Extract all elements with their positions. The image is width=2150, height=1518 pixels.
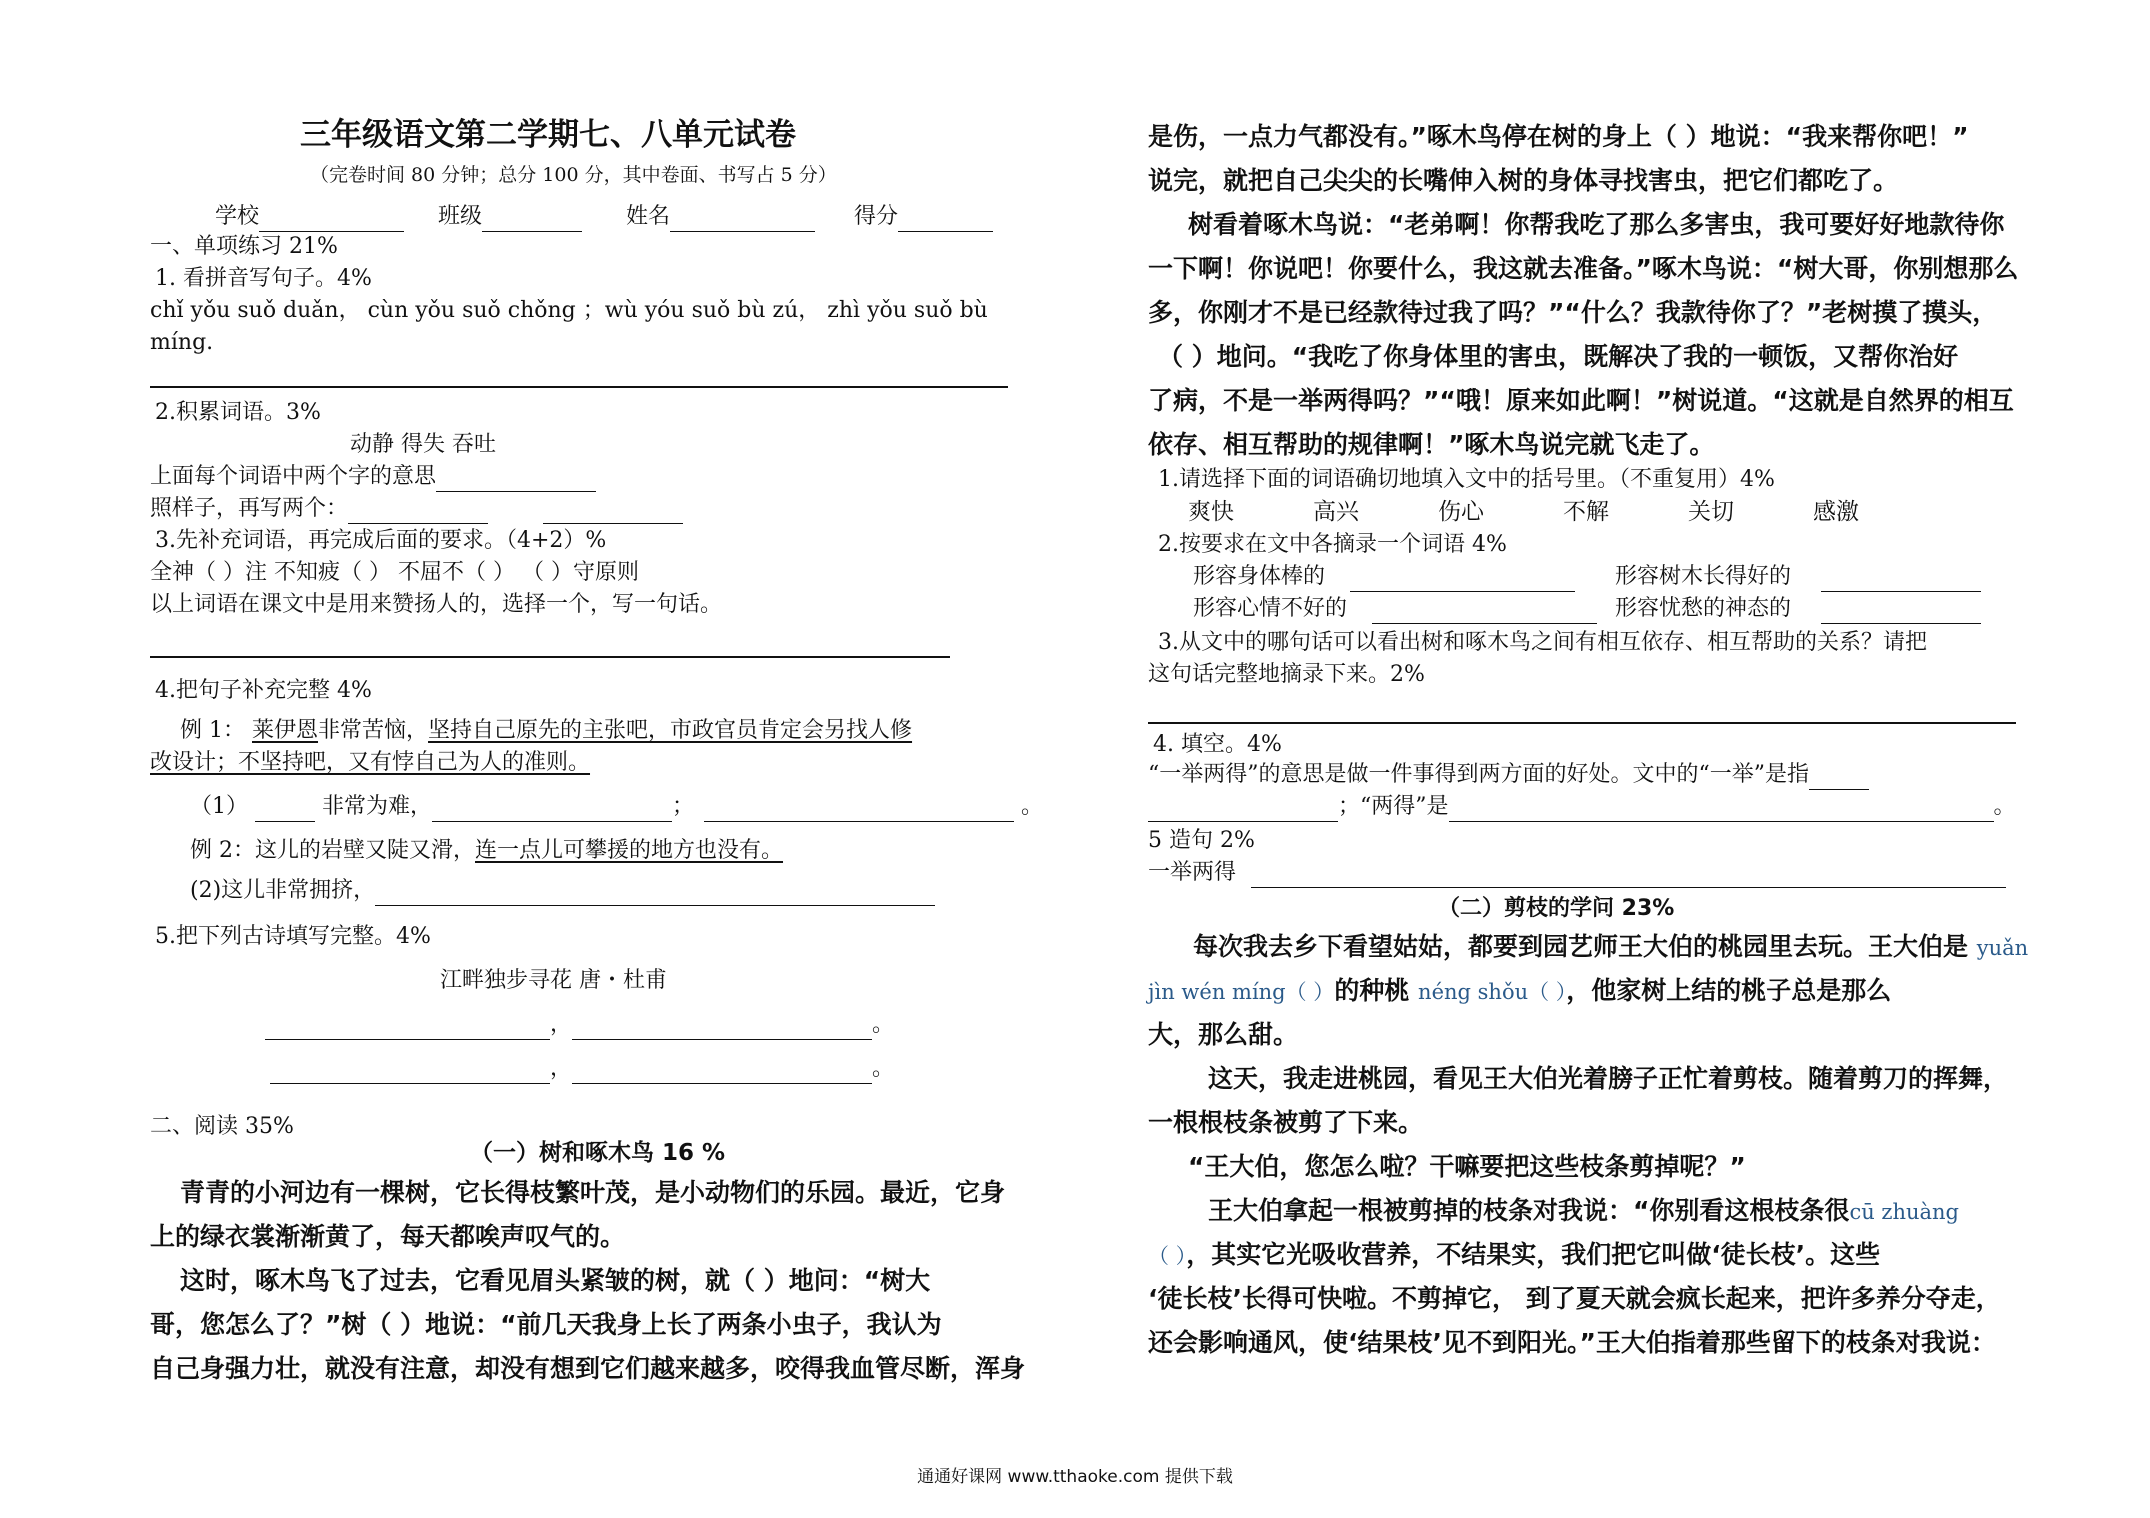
story1-line3: 这时，啄木鸟飞了过去，它看见眉头紧皱的树，就（ ）地问：“树大: [180, 1266, 931, 1295]
ex1-underlined: 坚持自己原先的主张吧，市政官员肯定会另找人修: [428, 718, 913, 743]
q2-blank3[interactable]: [543, 499, 683, 524]
q2-line2-text: 照样子，再写两个：: [150, 496, 349, 521]
ex2-text: 例 2：这儿的岩壁又陡又滑，: [190, 838, 475, 863]
word-shuangkuai: 爽快: [1188, 499, 1234, 525]
item1-blank2[interactable]: [432, 797, 672, 822]
name-blank[interactable]: [670, 207, 815, 232]
info-fields: [215, 202, 993, 232]
q2-line1-text: 上面每个词语中两个字的意思: [150, 464, 437, 489]
page-title: 三年级语文第二学期七、八单元试卷: [300, 117, 796, 153]
q5-line1: [265, 1010, 894, 1040]
story2-p4a: 王大伯拿起一根被剪掉的枝条对我说：“你别看这根枝条很: [1208, 1196, 1850, 1225]
rq5-label: 5 造句 2%: [1148, 828, 1255, 853]
poem-blank4[interactable]: [572, 1059, 872, 1084]
poem-stop2: 。: [872, 1056, 895, 1081]
pinyin-nengshou: néng shǒu（ ）: [1418, 980, 1567, 1004]
poem-comma2: ，: [550, 1056, 573, 1081]
story2-p1-line1: [1193, 930, 2028, 965]
rq2-c: 形容心情不好的: [1193, 596, 1348, 621]
story1-cont-line8: 依存、相互帮助的规律啊！”啄木鸟说完就飞走了。: [1148, 430, 1715, 459]
word-bujie: 不解: [1563, 499, 1609, 525]
q4-item1: [190, 792, 1043, 822]
school-label: 学校: [215, 204, 260, 229]
story2-p1-line3: 大，那么甜。: [1148, 1020, 1299, 1049]
q5-poem-title: 江畔独步寻花 唐・杜甫: [440, 968, 667, 993]
story2-p1a: 每次我去乡下看望姑姑，都要到园艺师王大伯的桃园里去玩。王大伯是: [1193, 932, 1969, 961]
story1-cont-line2: 说完，就把自己尖尖的长嘴伸入树的身体寻找害虫，把它们都吃了。: [1148, 166, 1899, 195]
poem-blank2[interactable]: [572, 1015, 872, 1040]
item1-blank3[interactable]: [704, 797, 1014, 822]
rq4-line1: [1148, 760, 1869, 790]
story1-line5: 自己身强力壮，就没有注意，却没有想到它们越来越多，咬得我血管尽断，浑身: [150, 1354, 1026, 1383]
poem-comma1: ，: [550, 1012, 573, 1037]
q3-line1: 全神（ ）注 不知疲（ ） 不屈不（ ） （ ）守原则: [150, 560, 639, 585]
story1-line1: 青青的小河边有一棵树，它长得枝繁叶茂，是小动物们的乐园。最近，它身: [180, 1178, 1006, 1207]
page-subtitle: （完卷时间 80 分钟；总分 100 分，其中卷面、书写占 5 分）: [310, 164, 837, 186]
rq3-answer-line[interactable]: [1148, 722, 2016, 724]
rq2-b: 形容树木长得好的: [1615, 564, 1792, 589]
q5-label: 5.把下列古诗填写完整。4%: [155, 924, 431, 949]
rq4-line2-text: ；“两得”是: [1338, 794, 1449, 819]
story1-line4: 哥，您怎么了？”树（ ）地说：“前几天我身上长了两条小虫子，我认为: [150, 1310, 942, 1339]
word-gaoxing: 高兴: [1313, 499, 1359, 525]
story2-p4-line3: ‘徒长枝’长得可快啦。不剪掉它， 到了夏天就会疯长起来，把许多养分夺走，: [1148, 1284, 2001, 1313]
pinyin-yuan: yuǎn: [1976, 936, 2029, 960]
story1-line2: 上的绿衣裳渐渐黄了，每天都唉声叹气的。: [150, 1222, 626, 1251]
rq5-blank[interactable]: [1251, 863, 2006, 888]
school-blank[interactable]: [259, 207, 404, 232]
story1-cont-line1: 是伤，一点力气都没有。”啄木鸟停在树的身上（ ）地说：“我来帮你吧！”: [1148, 122, 1969, 151]
q1-label: 1. 看拼音写句子。4%: [155, 266, 372, 291]
story1-cont-line5: 多，你刚才不是已经款待过我了吗？”“什么？我款待你了？”老树摸了摸头，: [1148, 298, 1998, 327]
item1-stop: 。: [1021, 794, 1044, 819]
part1-heading: 一、单项练习 21%: [150, 234, 338, 259]
q4-example1-line2: [150, 748, 590, 778]
story1-cont-line7: 了病，不是一举两得吗？”“哦！原来如此啊！”树说道。“这就是自然界的相互: [1148, 386, 2014, 415]
q3-line2: 以上词语在课文中是用来赞扬人的，选择一个，写一句话。: [150, 592, 723, 617]
story2-p1b: 的种桃: [1334, 976, 1410, 1005]
score-label: 得分: [854, 204, 899, 229]
rq2-blank-d[interactable]: [1821, 599, 1981, 624]
page-footer: 通通好课网 www.tthaoke.com 提供下载: [917, 1467, 1233, 1487]
story1-cont-line3: 树看着啄木鸟说：“老弟啊！你帮我吃了那么多害虫，我可要好好地款待你: [1188, 210, 2005, 239]
story2-p3: “王大伯，您怎么啦？干嘛要把这些枝条剪掉呢？”: [1188, 1152, 1746, 1181]
q1-pinyin-line1: chǐ yǒu suǒ duǎn， cùn yǒu suǒ chǒng ；wù yóu suǒ bù zú， zhì yǒu suǒ bù: [150, 298, 988, 323]
part2-heading: 二、阅读 35%: [150, 1114, 294, 1139]
q1-pinyin-line2: míng.: [150, 330, 214, 355]
poem-blank1[interactable]: [265, 1015, 550, 1040]
q2-line2: [150, 494, 683, 524]
rq5-word: 一举两得: [1148, 860, 1237, 885]
rq4-stop: 。: [1993, 794, 2016, 819]
story1-title: （一）树和啄木鸟 16 %: [470, 1140, 726, 1166]
score-blank[interactable]: [898, 207, 993, 232]
class-label: 班级: [438, 204, 483, 229]
ex2-underlined: 连一点儿可攀援的地方也没有。: [475, 838, 784, 863]
poem-stop1: 。: [872, 1012, 895, 1037]
story2-title: （二）剪枝的学问 23%: [1438, 896, 1675, 921]
q3-answer-line[interactable]: [150, 656, 950, 658]
pinyin-cuzhuang: cū zhuàng: [1849, 1200, 1960, 1224]
ex1-subject: 莱伊恩: [252, 718, 319, 743]
word-guanqie: 关切: [1688, 499, 1734, 525]
rq4-line2: [1148, 792, 2016, 822]
story2-p4-line4: 还会影响通风，使‘结果枝’见不到阳光。”王大伯指着那些留下的枝条对我说：: [1148, 1328, 1996, 1357]
rq2-d: 形容忧愁的神态的: [1615, 596, 1792, 621]
item2-text: (2)这儿非常拥挤，: [190, 878, 376, 903]
class-blank[interactable]: [482, 207, 582, 232]
word-ganji: 感激: [1813, 499, 1859, 525]
q2-line1: [150, 462, 596, 492]
q4-example1-line1: [180, 716, 912, 746]
rq4-blank1[interactable]: [1809, 765, 1869, 790]
story2-p4b: ，其实它光吸收营养，不结果实，我们把它叫做‘徒长枝’。这些: [1186, 1240, 1881, 1269]
rq4-blank3[interactable]: [1449, 797, 1994, 822]
q4-item2: [190, 876, 935, 906]
story2-p2-line2: 一根根枝条被剪了下来。: [1148, 1108, 1424, 1137]
rq1-word-bank: [1188, 497, 1859, 527]
rq2-blank-a[interactable]: [1350, 567, 1575, 592]
rq2-blank-c[interactable]: [1372, 599, 1597, 624]
item1-blank1[interactable]: [255, 797, 315, 822]
rq4-line1-text: “一举两得”的意思是做一件事得到两方面的好处。文中的“一举”是指: [1148, 762, 1809, 787]
rq5-line: [1148, 858, 2006, 888]
story2-p4-line1: [1208, 1194, 1959, 1229]
rq4-label: 4. 填空。4%: [1153, 732, 1282, 757]
rq2-label: 2.按要求在文中各摘录一个词语 4%: [1158, 532, 1507, 557]
poem-blank3[interactable]: [270, 1059, 550, 1084]
name-label: 姓名: [626, 204, 671, 229]
story2-p1c: ，他家树上结的桃子总是那么: [1566, 976, 1892, 1005]
q5-line2: [270, 1054, 894, 1084]
q1-answer-line[interactable]: [150, 386, 1008, 388]
q2-blank1[interactable]: [436, 467, 596, 492]
word-shangxin: 伤心: [1438, 499, 1484, 525]
rq3-line2: 这句话完整地摘录下来。2%: [1148, 662, 1425, 687]
rq3-line1: 3.从文中的哪句话可以看出树和啄木鸟之间有相互依存、相互帮助的关系？请把: [1158, 630, 1927, 655]
item1-semicolon: ；: [672, 794, 695, 819]
story2-p4-line2: [1148, 1238, 1880, 1273]
ex1-mid: 非常苦恼，: [318, 718, 429, 743]
pinyin-cuzhuang-paren: （ ）: [1148, 1244, 1187, 1268]
q2-words: 动静 得失 吞吐: [350, 432, 496, 457]
q2-blank2[interactable]: [348, 499, 488, 524]
story2-p2-line1: 这天，我走进桃园，看见王大伯光着膀子正忙着剪枝。随着剪刀的挥舞，: [1208, 1064, 2009, 1093]
rq2-row1: [1193, 562, 1981, 592]
story2-p1-line2: [1148, 974, 1891, 1009]
item1-text: 非常为难，: [322, 794, 433, 819]
ex1-underlined-cont: 改设计；不坚持吧，又有悖自己为人的准则。: [150, 750, 591, 775]
rq2-row2: [1193, 594, 1981, 624]
q4-example2: [190, 836, 783, 866]
q3-label: 3.先补充词语，再完成后面的要求。（4+2）%: [155, 528, 607, 553]
story1-cont-line6: （ ）地问。“我吃了你身体里的害虫，既解决了我的一顿饭，又帮你治好: [1158, 342, 1959, 371]
rq2-a: 形容身体棒的: [1193, 564, 1326, 589]
item2-blank[interactable]: [375, 881, 935, 906]
pinyin-yuanjinwenming: jìn wén míng（ ）: [1148, 980, 1335, 1004]
rq2-blank-b[interactable]: [1821, 567, 1981, 592]
rq1-label: 1.请选择下面的词语确切地填入文中的括号里。（不重复用）4%: [1158, 467, 1775, 492]
rq4-blank2[interactable]: [1148, 797, 1338, 822]
item1-number: （1）: [190, 794, 248, 819]
q4-label: 4.把句子补充完整 4%: [155, 678, 372, 703]
ex1-prefix: 例 1：: [180, 718, 245, 743]
story1-cont-line4: 一下啊！你说吧！你要什么，我这就去准备。”啄木鸟说：“树大哥，你别想那么: [1148, 254, 2019, 283]
q2-label: 2.积累词语。3%: [155, 400, 321, 425]
